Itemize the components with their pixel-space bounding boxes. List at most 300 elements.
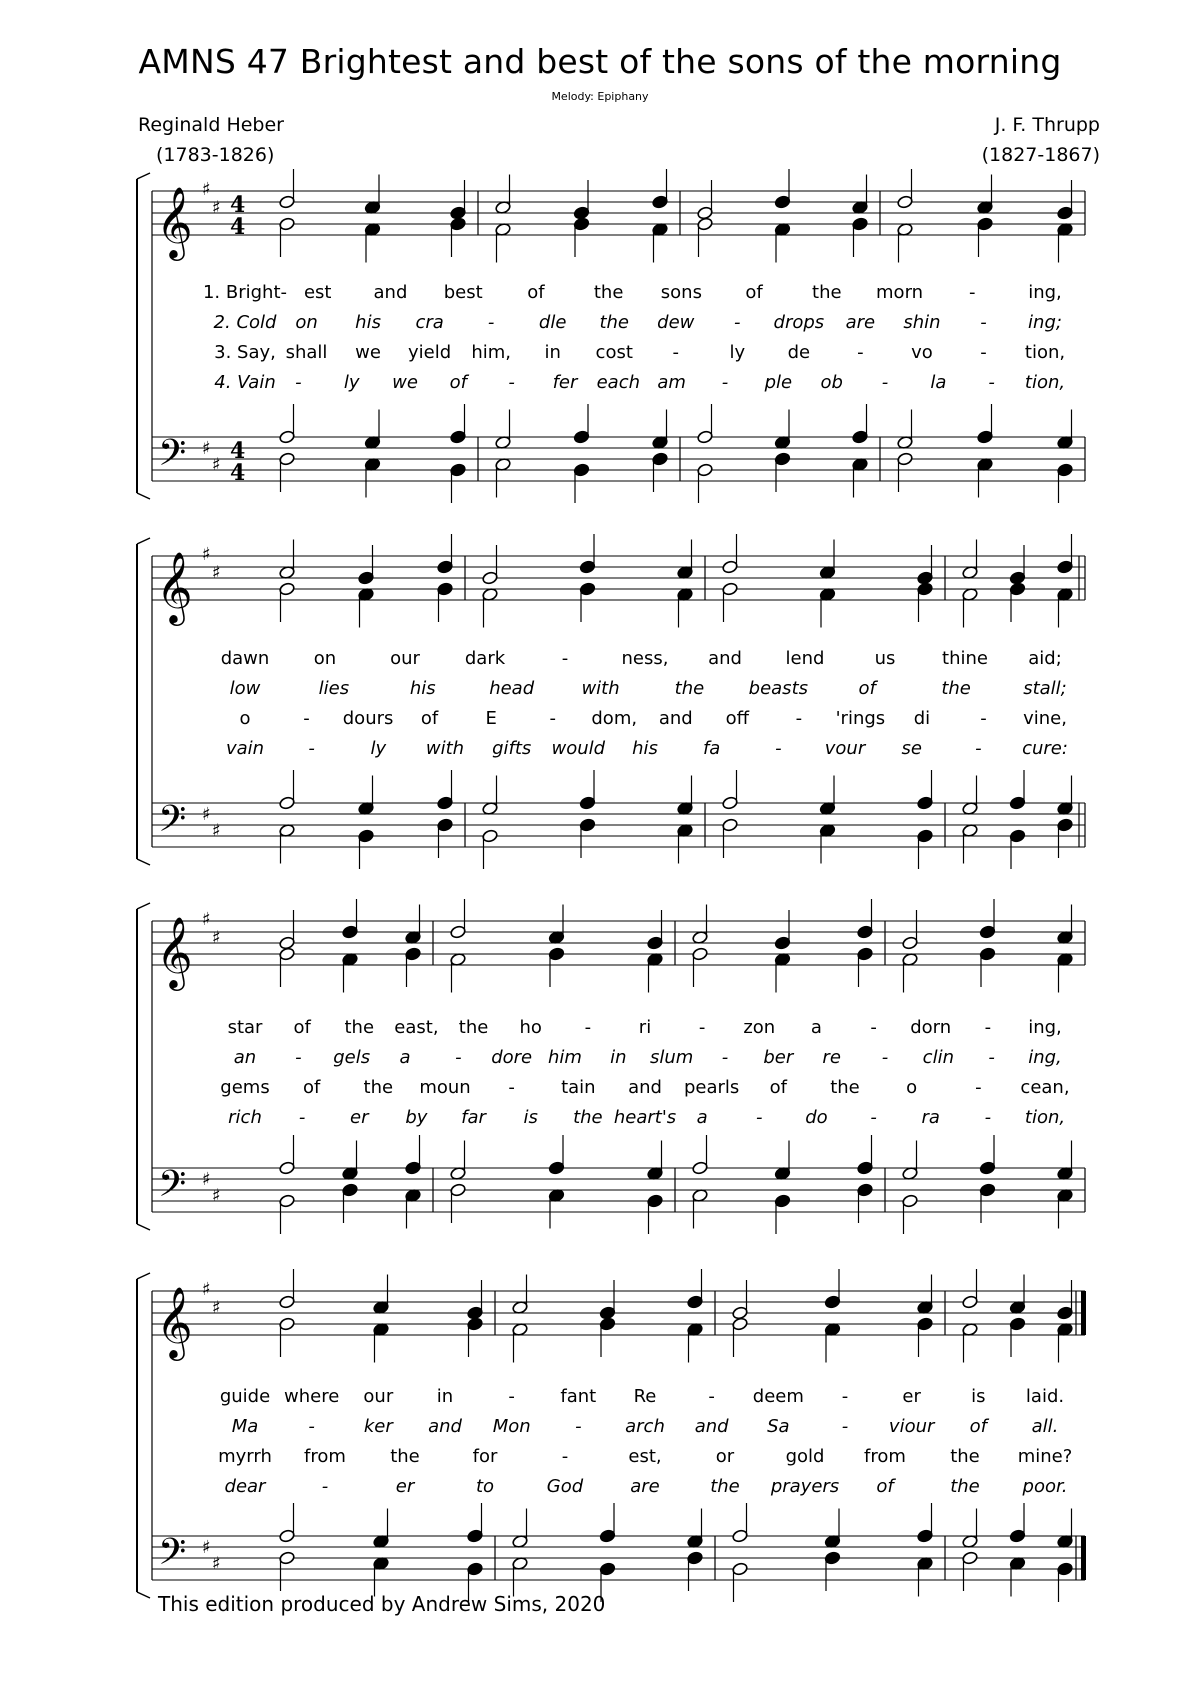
soprano-note bbox=[962, 565, 979, 579]
key-sharp: ♯ bbox=[202, 179, 211, 200]
lyric-syllable: est, bbox=[628, 1446, 662, 1467]
lyric-syllable: star bbox=[227, 1017, 263, 1038]
lyric-syllable: our bbox=[363, 1386, 394, 1407]
tenor-note bbox=[450, 1166, 467, 1180]
lyric-syllable: off bbox=[725, 708, 750, 729]
soprano-note bbox=[697, 206, 714, 220]
soprano-note bbox=[977, 200, 994, 214]
bass-note bbox=[512, 1556, 529, 1570]
soprano-note bbox=[573, 206, 590, 220]
lyric-syllable: mine? bbox=[1017, 1446, 1073, 1467]
lyric-syllable: guide bbox=[219, 1386, 271, 1407]
bracket-top bbox=[137, 538, 150, 544]
alto-note bbox=[599, 1317, 616, 1331]
soprano-note bbox=[512, 1300, 529, 1314]
bass-note bbox=[1057, 1562, 1074, 1576]
soprano-note bbox=[342, 925, 359, 939]
alto-note bbox=[897, 222, 914, 236]
bass-note bbox=[279, 1551, 296, 1565]
soprano-note bbox=[279, 565, 296, 579]
lyric-syllable: vine, bbox=[1023, 708, 1067, 729]
lyric-syllable: far bbox=[461, 1107, 486, 1128]
lyric-syllable: him bbox=[548, 1047, 582, 1068]
treble-clef: 𝄞 bbox=[156, 550, 193, 623]
lyric-syllable: Sa bbox=[767, 1416, 790, 1437]
bass-note bbox=[1057, 1188, 1074, 1202]
lyric-syllable: sons bbox=[660, 282, 702, 303]
alto-note bbox=[1057, 222, 1074, 236]
bass-clef: 𝄢 bbox=[158, 432, 187, 483]
lyric-syllable: ri bbox=[638, 1017, 652, 1038]
alto-note bbox=[279, 217, 296, 231]
lyric-syllable: are bbox=[630, 1476, 660, 1497]
lyric-syllable: o bbox=[906, 1077, 918, 1098]
time-sig-top: 4 bbox=[230, 192, 246, 218]
tenor-note bbox=[962, 801, 979, 815]
lyric-syllable: de bbox=[787, 342, 811, 363]
lyric-syllable: - bbox=[988, 372, 995, 393]
lyric-syllable: the bbox=[941, 678, 971, 699]
lyric-syllable: the bbox=[344, 1017, 375, 1038]
lyric-syllable: of bbox=[858, 678, 876, 699]
tenor-note bbox=[902, 1166, 919, 1180]
lyric-syllable: the bbox=[812, 282, 842, 303]
lyric-syllable: di bbox=[913, 708, 931, 729]
lyric-syllable: - bbox=[984, 1107, 992, 1128]
tenor-note bbox=[857, 1161, 874, 1175]
alto-note bbox=[979, 947, 996, 961]
alto-note bbox=[495, 222, 512, 236]
lyric-syllable: - bbox=[980, 708, 987, 729]
soprano-note bbox=[373, 1300, 390, 1314]
soprano-note bbox=[279, 936, 296, 950]
alto-note bbox=[647, 952, 664, 966]
lyric-syllable: dle bbox=[538, 312, 567, 333]
lyric-syllable: - bbox=[975, 1077, 982, 1098]
lyric-syllable: the bbox=[950, 1476, 980, 1497]
lyric-syllable: er bbox=[350, 1107, 369, 1128]
lyric-syllable: cra bbox=[415, 312, 444, 333]
alto-note bbox=[857, 947, 874, 961]
bass-note bbox=[979, 1183, 996, 1197]
tenor-note bbox=[373, 1534, 390, 1548]
alto-note bbox=[652, 222, 669, 236]
lyric-syllable: where bbox=[284, 1386, 340, 1407]
lyric-syllable: E bbox=[485, 708, 497, 729]
lyric-syllable: from bbox=[864, 1446, 906, 1467]
lyric-syllable: and bbox=[658, 708, 693, 729]
lyric-syllable: est bbox=[303, 282, 332, 303]
tenor-note bbox=[467, 1529, 484, 1543]
alto-note bbox=[364, 222, 381, 236]
tenor-note bbox=[819, 801, 836, 815]
tenor-note bbox=[279, 796, 296, 810]
lyric-syllable: dore bbox=[491, 1047, 533, 1068]
alto-note bbox=[450, 217, 467, 231]
lyric-syllable: is bbox=[523, 1107, 538, 1128]
lyric-syllable: for bbox=[472, 1446, 498, 1467]
treble-clef: 𝄞 bbox=[156, 1285, 193, 1358]
lyric-syllable: dorn bbox=[910, 1017, 952, 1038]
lyric-syllable: - bbox=[672, 342, 680, 363]
soprano-note bbox=[774, 195, 791, 209]
tenor-note bbox=[917, 1529, 934, 1543]
lyric-syllable: tain bbox=[561, 1077, 596, 1098]
tenor-note bbox=[279, 430, 296, 444]
lyric-syllable: and bbox=[628, 1077, 662, 1098]
lyric-syllable: shall bbox=[285, 342, 328, 363]
lyric-syllable: rich bbox=[228, 1107, 262, 1128]
lyric-syllable: vour bbox=[824, 738, 866, 759]
alto-note bbox=[579, 582, 596, 596]
lyric-syllable: o bbox=[239, 708, 251, 729]
tenor-note bbox=[279, 1529, 296, 1543]
alto-note bbox=[732, 1317, 749, 1331]
soprano-note bbox=[917, 1300, 934, 1314]
bass-note bbox=[857, 1183, 874, 1197]
lyric-syllable: is bbox=[971, 1386, 986, 1407]
lyric-syllable: gold bbox=[785, 1446, 825, 1467]
lyric-syllable: do bbox=[805, 1107, 828, 1128]
lyric-syllable: in bbox=[544, 342, 561, 363]
tenor-note bbox=[722, 796, 739, 810]
lyric-syllable: - bbox=[984, 1017, 992, 1038]
lyric-syllable: - bbox=[756, 1107, 763, 1128]
lyric-syllable: in bbox=[610, 1047, 627, 1068]
alto-note bbox=[1057, 587, 1074, 601]
lyric-syllable: dear bbox=[224, 1476, 266, 1497]
lyric-syllable: fa bbox=[702, 738, 721, 759]
lyric-syllable: of bbox=[420, 708, 439, 729]
bass-note bbox=[1057, 818, 1074, 832]
lyric-syllable: dark bbox=[464, 648, 506, 669]
bass-note bbox=[579, 818, 596, 832]
lyric-syllable: - bbox=[881, 372, 889, 393]
lyric-syllable: - bbox=[841, 1416, 849, 1437]
bass-note bbox=[279, 823, 296, 837]
lyric-syllable: - bbox=[975, 738, 982, 759]
tenor-note bbox=[599, 1529, 616, 1543]
soprano-note bbox=[1009, 1300, 1026, 1314]
key-sharp: ♯ bbox=[202, 804, 211, 825]
bass-note bbox=[652, 452, 669, 466]
lyric-syllable: dew bbox=[657, 312, 695, 333]
tenor-note bbox=[279, 1161, 296, 1175]
alto-note bbox=[774, 222, 791, 236]
lyric-syllable: ob bbox=[820, 372, 843, 393]
bass-note bbox=[599, 1562, 616, 1576]
tenor-note bbox=[548, 1161, 565, 1175]
alto-note bbox=[677, 587, 694, 601]
key-sharp: ♯ bbox=[202, 909, 211, 930]
lyric-syllable: and bbox=[373, 282, 408, 303]
bass-note bbox=[450, 463, 467, 477]
bass-note bbox=[467, 1562, 484, 1576]
alto-note bbox=[962, 587, 979, 601]
tenor-note bbox=[774, 1166, 791, 1180]
tenor-note bbox=[652, 435, 669, 449]
tenor-note bbox=[1057, 1534, 1074, 1548]
lyric-syllable: - bbox=[295, 372, 302, 393]
lyric-syllable: the bbox=[950, 1446, 980, 1467]
edition-credit: This edition produced by Andrew Sims, 2020 bbox=[158, 1592, 606, 1616]
soprano-note bbox=[687, 1295, 704, 1309]
key-sharp: ♯ bbox=[212, 197, 221, 219]
tenor-note bbox=[979, 1161, 996, 1175]
lyric-syllable: the bbox=[593, 282, 624, 303]
tenor-note bbox=[962, 1534, 979, 1548]
lyric-syllable: ly bbox=[343, 372, 360, 393]
lyric-syllable: and bbox=[708, 648, 742, 669]
lyric-syllable: - bbox=[308, 738, 315, 759]
lyric-syllable: us bbox=[874, 648, 896, 669]
alto-note bbox=[358, 587, 375, 601]
hymn-title: AMNS 47 Brightest and best of the sons of the morning bbox=[138, 42, 1062, 81]
lyric-syllable: dours bbox=[342, 708, 394, 729]
bass-note bbox=[647, 1194, 664, 1208]
lyric-syllable: the bbox=[830, 1077, 860, 1098]
lyric-syllable: - bbox=[584, 1017, 592, 1038]
tenor-note bbox=[573, 430, 590, 444]
alto-note bbox=[482, 587, 499, 601]
music-composer: J. F. Thrupp bbox=[994, 114, 1100, 136]
melody-name: Melody: Epiphany bbox=[551, 90, 649, 103]
alto-note bbox=[722, 582, 739, 596]
bass-note bbox=[358, 829, 375, 843]
lyric-syllable: clin bbox=[922, 1047, 954, 1068]
key-sharp: ♯ bbox=[212, 1553, 221, 1575]
lyric-syllable: re bbox=[822, 1047, 841, 1068]
lyric-syllable: vain bbox=[225, 738, 265, 759]
lyric-syllable: - bbox=[308, 1416, 315, 1437]
lyric-syllable: - bbox=[321, 1476, 329, 1497]
alto-note bbox=[467, 1317, 484, 1331]
alto-note bbox=[962, 1322, 979, 1336]
lyric-syllable: yield bbox=[408, 342, 452, 363]
bass-note bbox=[279, 452, 296, 466]
lyric-syllable: - bbox=[857, 342, 864, 363]
soprano-note bbox=[482, 571, 499, 585]
lyric-syllable: beasts bbox=[748, 678, 809, 699]
lyric-syllable: 4. Vain bbox=[214, 372, 276, 393]
tenor-note bbox=[342, 1166, 359, 1180]
lyric-syllable: gels bbox=[333, 1047, 371, 1068]
soprano-note bbox=[548, 930, 565, 944]
lyric-syllable: laid. bbox=[1025, 1386, 1065, 1407]
time-sig-bottom: 4 bbox=[230, 214, 246, 240]
lyric-syllable: - bbox=[988, 1047, 995, 1068]
words-dates: (1783-1826) bbox=[156, 144, 275, 166]
lyric-syllable: we bbox=[355, 342, 381, 363]
soprano-note bbox=[279, 195, 296, 209]
soprano-note bbox=[450, 925, 467, 939]
lyric-syllable: fer bbox=[552, 372, 578, 393]
soprano-note bbox=[1057, 930, 1074, 944]
tenor-note bbox=[852, 430, 869, 444]
alto-note bbox=[450, 952, 467, 966]
lyric-syllable: - bbox=[298, 1107, 306, 1128]
lyric-syllable: or bbox=[715, 1446, 735, 1467]
lyric-syllable: and bbox=[694, 1416, 729, 1437]
lyric-syllable: - bbox=[455, 1047, 462, 1068]
lyric-syllable: - bbox=[698, 1017, 706, 1038]
lyric-syllable: la bbox=[930, 372, 947, 393]
alto-note bbox=[373, 1322, 390, 1336]
key-sharp: ♯ bbox=[202, 1169, 211, 1190]
lyric-syllable: - bbox=[295, 1047, 302, 1068]
lyric-syllable: a bbox=[696, 1107, 708, 1128]
lyric-syllable: - bbox=[721, 372, 729, 393]
soprano-note bbox=[450, 206, 467, 220]
lyric-syllable: Ma bbox=[231, 1416, 259, 1437]
lyric-syllable: gems bbox=[220, 1077, 270, 1098]
alto-note bbox=[1057, 952, 1074, 966]
lyric-syllable: - bbox=[508, 1386, 515, 1407]
alto-note bbox=[279, 947, 296, 961]
lyric-syllable: all. bbox=[1031, 1416, 1059, 1437]
lyric-syllable: prayers bbox=[770, 1476, 840, 1497]
lyric-syllable: 3. Say, bbox=[214, 342, 276, 363]
lyric-syllable: of bbox=[293, 1017, 311, 1038]
lyric-syllable: - bbox=[561, 1446, 569, 1467]
bass-note bbox=[450, 1183, 467, 1197]
soprano-note bbox=[364, 200, 381, 214]
tenor-note bbox=[512, 1534, 529, 1548]
bass-note bbox=[897, 452, 914, 466]
lyric-syllable: best bbox=[443, 282, 483, 303]
lyric-syllable: would bbox=[551, 738, 606, 759]
bass-note bbox=[962, 1551, 979, 1565]
words-author: Reginald Heber bbox=[138, 114, 284, 136]
soprano-note bbox=[677, 565, 694, 579]
lyric-syllable: - bbox=[734, 312, 741, 333]
alto-note bbox=[692, 947, 709, 961]
lyric-syllable: a bbox=[399, 1047, 411, 1068]
tenor-note bbox=[824, 1534, 841, 1548]
lyric-syllable: with bbox=[581, 678, 620, 699]
lyric-syllable: of bbox=[449, 372, 468, 393]
lyric-syllable: ly bbox=[370, 738, 387, 759]
tenor-note bbox=[697, 430, 714, 444]
lyric-syllable: ber bbox=[763, 1047, 794, 1068]
lyric-syllable: cean, bbox=[1020, 1077, 1070, 1098]
soprano-note bbox=[819, 565, 836, 579]
lyric-syllable: low bbox=[229, 678, 261, 699]
lyric-syllable: morn bbox=[876, 282, 924, 303]
alto-note bbox=[1009, 1317, 1026, 1331]
alto-note bbox=[1057, 1322, 1074, 1336]
soprano-note bbox=[652, 195, 669, 209]
key-sharp: ♯ bbox=[212, 820, 221, 842]
bracket-bottom bbox=[137, 1592, 150, 1598]
tenor-note bbox=[450, 430, 467, 444]
lyric-syllable: of bbox=[769, 1077, 788, 1098]
alto-note bbox=[774, 952, 791, 966]
bass-note bbox=[962, 823, 979, 837]
lyric-syllable: - bbox=[870, 1107, 877, 1128]
tenor-note bbox=[977, 430, 994, 444]
lyric-syllable: of bbox=[527, 282, 545, 303]
lyric-syllable: the bbox=[599, 312, 630, 333]
tenor-note bbox=[358, 801, 375, 815]
tenor-note bbox=[917, 796, 934, 810]
lyric-syllable: er bbox=[395, 1476, 415, 1497]
soprano-note bbox=[358, 571, 375, 585]
alto-note bbox=[405, 947, 422, 961]
music-dates: (1827-1867) bbox=[981, 144, 1100, 166]
lyric-syllable: cure: bbox=[1022, 738, 1068, 759]
alto-note bbox=[548, 947, 565, 961]
bass-note bbox=[1009, 829, 1026, 843]
tenor-note bbox=[405, 1161, 422, 1175]
tenor-note bbox=[732, 1529, 749, 1543]
tenor-note bbox=[1009, 1529, 1026, 1543]
lyric-syllable: deem bbox=[752, 1386, 804, 1407]
tenor-note bbox=[1009, 796, 1026, 810]
lyric-syllable: with bbox=[425, 738, 465, 759]
lyric-syllable: tion, bbox=[1024, 342, 1066, 363]
bass-note bbox=[548, 1188, 565, 1202]
tenor-note bbox=[647, 1166, 664, 1180]
lyric-syllable: God bbox=[546, 1476, 584, 1497]
lyric-syllable: - bbox=[303, 708, 310, 729]
lyric-syllable: - bbox=[721, 1047, 729, 1068]
alto-note bbox=[437, 582, 454, 596]
lyric-syllable: tion, bbox=[1024, 1107, 1066, 1128]
lyric-syllable: cost bbox=[595, 342, 633, 363]
bass-note bbox=[279, 1194, 296, 1208]
lyric-syllable: - bbox=[508, 1077, 515, 1098]
bass-note bbox=[364, 457, 381, 471]
lyric-syllable: fant bbox=[560, 1386, 597, 1407]
soprano-note bbox=[279, 1295, 296, 1309]
bass-note bbox=[687, 1551, 704, 1565]
lyric-syllable: aid; bbox=[1028, 648, 1062, 669]
soprano-note bbox=[647, 936, 664, 950]
lyric-syllable: his bbox=[409, 678, 436, 699]
soprano-note bbox=[902, 936, 919, 950]
tenor-note bbox=[482, 801, 499, 815]
bass-note bbox=[342, 1183, 359, 1197]
lyric-syllable: pearls bbox=[684, 1077, 740, 1098]
soprano-note bbox=[579, 560, 596, 574]
lyric-syllable: poor. bbox=[1022, 1476, 1068, 1497]
lyric-syllable: ker bbox=[363, 1416, 393, 1437]
soprano-note bbox=[722, 560, 739, 574]
soprano-note bbox=[962, 1295, 979, 1309]
tenor-note bbox=[1057, 801, 1074, 815]
alto-note bbox=[977, 217, 994, 231]
tenor-note bbox=[437, 796, 454, 810]
time-sig-bottom: 4 bbox=[230, 460, 246, 486]
lyric-syllable: in bbox=[436, 1386, 454, 1407]
soprano-note bbox=[692, 930, 709, 944]
tenor-note bbox=[1057, 435, 1074, 449]
tenor-note bbox=[495, 435, 512, 449]
lyric-syllable: - bbox=[549, 708, 556, 729]
lyric-syllable: thine bbox=[942, 648, 988, 669]
lyric-syllable: ing, bbox=[1028, 1047, 1062, 1068]
lyric-syllable: zon bbox=[743, 1017, 776, 1038]
bass-note bbox=[697, 463, 714, 477]
bass-clef: 𝄢 bbox=[158, 798, 187, 849]
soprano-note bbox=[852, 200, 869, 214]
lyric-syllable: viour bbox=[888, 1416, 935, 1437]
lyric-syllable: - bbox=[775, 738, 782, 759]
lyric-syllable: ing; bbox=[1028, 312, 1062, 333]
soprano-note bbox=[599, 1306, 616, 1320]
lyric-syllable: - bbox=[841, 1386, 849, 1407]
